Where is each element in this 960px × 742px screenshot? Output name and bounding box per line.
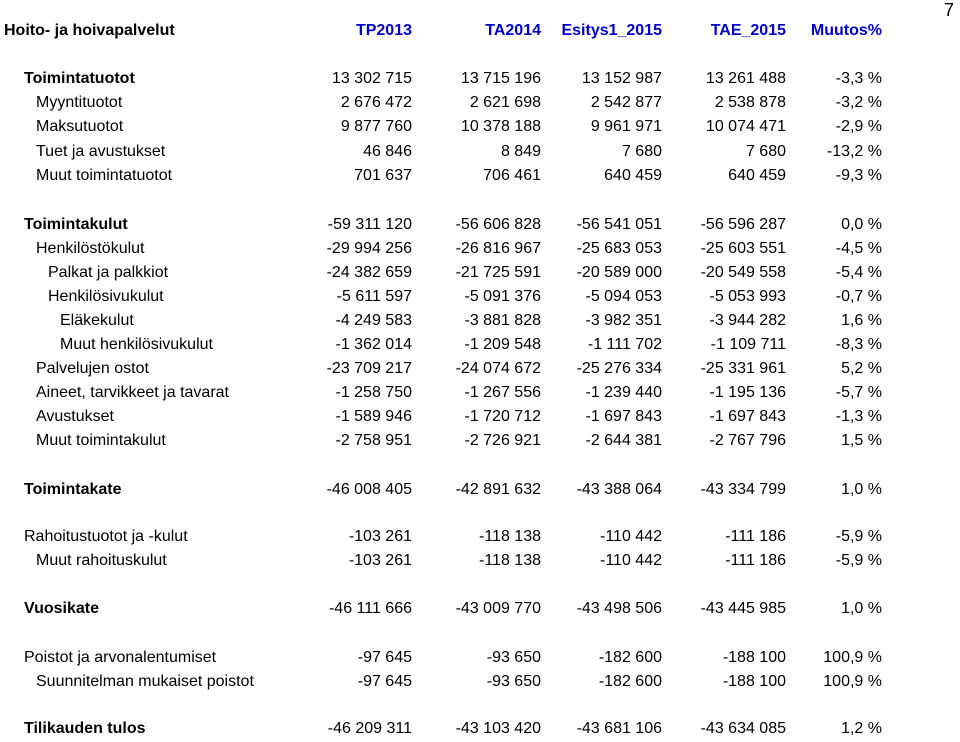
cell-tae-2015: -2 767 796: [709, 432, 786, 449]
table-row-suunnitelman-mukaiset-poistot: [0, 673, 960, 695]
cell-ta2014: -2 726 921: [464, 432, 541, 449]
cell-ta2014: -42 891 632: [455, 481, 541, 498]
cell-muutos: -5,9 %: [835, 552, 882, 569]
row-label: Henkilösivukulut: [48, 288, 164, 305]
table-row-toimintakate: [0, 481, 960, 503]
cell-muutos: 1,5 %: [841, 432, 882, 449]
cell-ta2014: -24 074 672: [455, 360, 541, 377]
row-label: Muut toimintakulut: [36, 432, 166, 449]
cell-tae-2015: 13 261 488: [705, 70, 786, 87]
table-row-henkilostokulut: [0, 240, 960, 262]
row-label: Toimintakulut: [24, 216, 128, 233]
cell-muutos: -1,3 %: [835, 408, 882, 425]
cell-ta2014: -43 009 770: [455, 600, 541, 617]
cell-esitys1-2015: -20 589 000: [576, 264, 662, 281]
cell-ta2014: -1 267 556: [464, 384, 541, 401]
table-row-toimintatuotot: [0, 70, 960, 92]
cell-muutos: -5,9 %: [835, 528, 882, 545]
row-label: Vuosikate: [24, 600, 99, 617]
cell-tae-2015: -188 100: [722, 673, 786, 690]
table-row-palvelujen-ostot: [0, 360, 960, 382]
row-label: Myyntituotot: [36, 94, 123, 111]
row-label: Muut rahoituskulut: [36, 552, 167, 569]
cell-tae-2015: -111 186: [725, 552, 786, 569]
cell-esitys1-2015: -110 442: [600, 552, 662, 569]
row-label: Eläkekulut: [60, 312, 134, 329]
cell-tae-2015: -25 603 551: [700, 240, 786, 257]
cell-tp2013: -46 209 311: [327, 720, 412, 737]
cell-muutos: -9,3 %: [835, 167, 882, 184]
row-label: Palvelujen ostot: [36, 360, 149, 377]
cell-tae-2015: -1 109 711: [710, 336, 786, 353]
cell-tp2013: 9 877 760: [340, 118, 412, 135]
cell-esitys1-2015: -56 541 051: [576, 216, 662, 233]
cell-ta2014: -1 720 712: [464, 408, 541, 425]
cell-ta2014: -5 091 376: [464, 288, 541, 305]
cell-tp2013: -1 362 014: [335, 336, 412, 353]
column-header-esitys1-2015: Esitys1_2015: [561, 22, 662, 39]
cell-tae-2015: 2 538 878: [714, 94, 786, 111]
cell-ta2014: -26 816 967: [455, 240, 541, 257]
cell-esitys1-2015: -3 982 351: [585, 312, 662, 329]
table-row-aineet-tarvikkeet: [0, 384, 960, 406]
cell-ta2014: -1 209 548: [464, 336, 541, 353]
cell-tp2013: -97 645: [357, 673, 412, 690]
cell-tae-2015: -56 596 287: [700, 216, 786, 233]
cell-esitys1-2015: 7 680: [621, 143, 662, 160]
cell-tae-2015: -3 944 282: [709, 312, 786, 329]
cell-tp2013: 701 637: [354, 167, 412, 184]
cell-esitys1-2015: -25 276 334: [576, 360, 662, 377]
cell-muutos: 1,2 %: [841, 720, 882, 737]
cell-tp2013: -103 261: [348, 528, 412, 545]
cell-tae-2015: -188 100: [722, 649, 786, 666]
cell-tp2013: 46 846: [363, 143, 412, 160]
row-label: Muut henkilösivukulut: [60, 336, 213, 353]
cell-ta2014: 10 378 188: [460, 118, 541, 135]
table-row-tuet-ja-avustukset: [0, 143, 960, 165]
cell-muutos: -3,3 %: [835, 70, 882, 87]
cell-tae-2015: 10 074 471: [705, 118, 786, 135]
table-row-vuosikate: [0, 600, 960, 622]
cell-muutos: 100,9 %: [823, 649, 882, 666]
section-title: Hoito- ja hoivapalvelut: [4, 22, 175, 39]
cell-ta2014: 13 715 196: [460, 70, 541, 87]
row-label: Suunnitelman mukaiset poistot: [36, 673, 254, 690]
cell-muutos: -4,5 %: [835, 240, 882, 257]
cell-muutos: 100,9 %: [823, 673, 882, 690]
cell-esitys1-2015: -5 094 053: [585, 288, 662, 305]
cell-tp2013: -5 611 597: [336, 288, 412, 305]
cell-muutos: -5,7 %: [835, 384, 882, 401]
row-label: Toimintatuotot: [24, 70, 135, 87]
cell-muutos: -3,2 %: [835, 94, 882, 111]
cell-muutos: -13,2 %: [826, 143, 882, 160]
row-label: Henkilöstökulut: [36, 240, 145, 257]
cell-tae-2015: -1 195 136: [709, 384, 786, 401]
table-row-poistot-ja-arvonalentumiset: [0, 649, 960, 671]
cell-tp2013: 13 302 715: [331, 70, 412, 87]
row-label: Avustukset: [36, 408, 114, 425]
cell-tp2013: -23 709 217: [326, 360, 412, 377]
row-label: Aineet, tarvikkeet ja tavarat: [36, 384, 229, 401]
cell-tp2013: -59 311 120: [327, 216, 412, 233]
table-row-muut-toimintatuotot: [0, 167, 960, 189]
cell-tp2013: -2 758 951: [335, 432, 412, 449]
table-row-henkilosivukulut: [0, 288, 960, 310]
row-label: Muut toimintatuotot: [36, 167, 173, 184]
row-label: Tilikauden tulos: [24, 720, 146, 737]
row-label: Maksutuotot: [36, 118, 124, 135]
cell-tae-2015: -5 053 993: [709, 288, 786, 305]
cell-tp2013: -1 589 946: [335, 408, 412, 425]
cell-ta2014: 2 621 698: [469, 94, 541, 111]
cell-tp2013: -103 261: [348, 552, 412, 569]
cell-ta2014: -93 650: [486, 649, 541, 666]
cell-tp2013: -24 382 659: [326, 264, 412, 281]
table-row-avustukset: [0, 408, 960, 430]
cell-muutos: 1,0 %: [841, 481, 882, 498]
cell-esitys1-2015: -43 498 506: [576, 600, 662, 617]
column-header-muutos: Muutos%: [810, 22, 882, 39]
table-header: [0, 22, 960, 46]
column-header-tp2013: TP2013: [355, 22, 412, 39]
cell-esitys1-2015: -110 442: [600, 528, 662, 545]
table-row-muut-rahoituskulut: [0, 552, 960, 574]
table-row-palkat-ja-palkkiot: [0, 264, 960, 286]
cell-tae-2015: -43 634 085: [700, 720, 786, 737]
table-row-muut-toimintakulut: [0, 432, 960, 454]
table-row-toimintakulut: [0, 216, 960, 238]
cell-esitys1-2015: -25 683 053: [576, 240, 662, 257]
table-row-rahoitustuotot-ja-kulut: [0, 528, 960, 550]
row-label: Poistot ja arvonalentumiset: [24, 649, 217, 666]
row-label: Toimintakate: [24, 481, 122, 498]
cell-esitys1-2015: 9 961 971: [590, 118, 662, 135]
cell-esitys1-2015: -2 644 381: [585, 432, 662, 449]
table-row-elakekulut: [0, 312, 960, 334]
cell-muutos: -5,4 %: [835, 264, 882, 281]
cell-tp2013: -46 008 405: [326, 481, 412, 498]
cell-tae-2015: -111 186: [725, 528, 786, 545]
cell-tae-2015: -20 549 558: [700, 264, 786, 281]
table-row-tilikauden-tulos: [0, 720, 960, 742]
cell-esitys1-2015: -1 239 440: [585, 384, 662, 401]
table-row-muut-henkilosivukulut: [0, 336, 960, 358]
cell-esitys1-2015: -43 388 064: [576, 481, 662, 498]
cell-tp2013: -46 111 666: [328, 600, 412, 617]
cell-esitys1-2015: -43 681 106: [576, 720, 662, 737]
cell-tae-2015: -25 331 961: [700, 360, 786, 377]
cell-ta2014: 8 849: [500, 143, 541, 160]
row-label: Tuet ja avustukset: [36, 143, 166, 160]
cell-esitys1-2015: -1 111 702: [587, 336, 662, 353]
cell-muutos: -0,7 %: [835, 288, 882, 305]
cell-tae-2015: 7 680: [745, 143, 786, 160]
cell-tae-2015: -1 697 843: [709, 408, 786, 425]
cell-ta2014: -118 138: [479, 528, 541, 545]
cell-ta2014: -3 881 828: [464, 312, 541, 329]
cell-tp2013: -97 645: [357, 649, 412, 666]
cell-tp2013: -1 258 750: [335, 384, 412, 401]
cell-esitys1-2015: 640 459: [604, 167, 662, 184]
cell-muutos: 1,6 %: [841, 312, 882, 329]
cell-esitys1-2015: 2 542 877: [590, 94, 662, 111]
cell-ta2014: -21 725 591: [455, 264, 541, 281]
cell-esitys1-2015: -182 600: [598, 649, 662, 666]
cell-muutos: -8,3 %: [835, 336, 882, 353]
page-number: 7: [943, 0, 954, 20]
column-header-ta2014: TA2014: [485, 22, 541, 39]
cell-muutos: 5,2 %: [841, 360, 882, 377]
cell-muutos: -2,9 %: [835, 118, 882, 135]
cell-ta2014: -93 650: [486, 673, 541, 690]
cell-ta2014: 706 461: [483, 167, 541, 184]
cell-ta2014: -118 138: [479, 552, 541, 569]
cell-esitys1-2015: -1 697 843: [585, 408, 662, 425]
cell-tp2013: -29 994 256: [326, 240, 412, 257]
cell-tp2013: 2 676 472: [340, 94, 412, 111]
cell-tae-2015: 640 459: [728, 167, 786, 184]
column-header-tae-2015: TAE_2015: [710, 22, 786, 39]
cell-esitys1-2015: 13 152 987: [581, 70, 662, 87]
cell-tae-2015: -43 334 799: [700, 481, 786, 498]
cell-tp2013: -4 249 583: [335, 312, 412, 329]
cell-esitys1-2015: -182 600: [598, 673, 662, 690]
table-row-maksutuotot: [0, 118, 960, 140]
cell-tae-2015: -43 445 985: [700, 600, 786, 617]
table-row-myyntituotot: [0, 94, 960, 116]
cell-ta2014: -56 606 828: [455, 216, 541, 233]
cell-muutos: 1,0 %: [841, 600, 882, 617]
row-label: Rahoitustuotot ja -kulut: [24, 528, 188, 545]
cell-ta2014: -43 103 420: [455, 720, 541, 737]
cell-muutos: 0,0 %: [841, 216, 882, 233]
row-label: Palkat ja palkkiot: [48, 264, 169, 281]
